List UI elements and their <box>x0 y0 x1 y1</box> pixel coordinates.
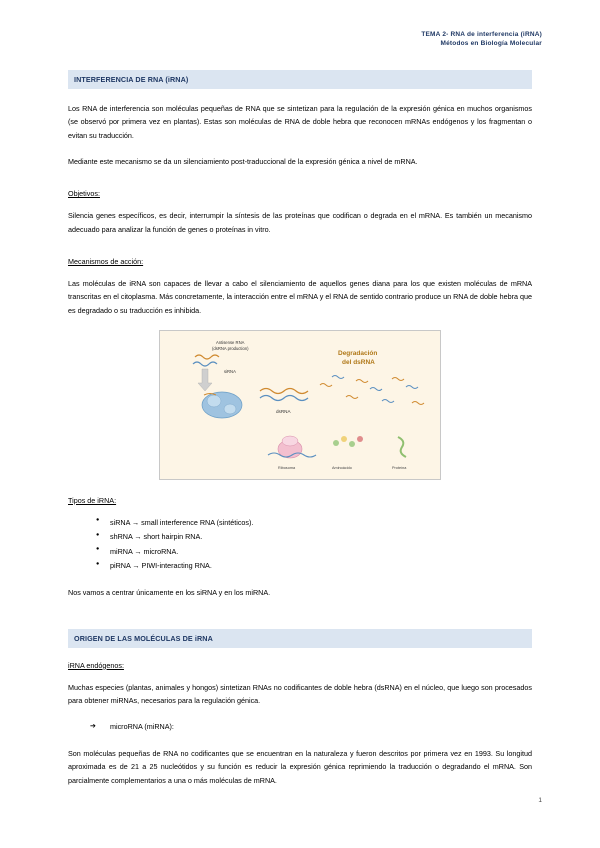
paragraph-endogenos: Muchas especies (plantas, animales y hongos) sintetizan RNAs no codificantes de doble hebra (dsRNA) en el núcleo, que luego son procesados para obtener miRNAs, necesarios para la regulación génica. <box>68 682 532 706</box>
document-body <box>68 70 532 800</box>
svg-text:Antisense RNA: Antisense RNA <box>216 339 245 345</box>
svg-text:Proteína: Proteína <box>392 465 407 470</box>
heading-endogenos: iRNA endógenos: <box>68 660 124 670</box>
header-line-2: Métodos en Biología Molecular <box>440 40 542 48</box>
paragraph-intro-2: Mediante este mecanismo se da un silenciamiento post-traduccional de la expresión génica a nivel de mRNA. <box>68 156 418 166</box>
paragraph-tipos-closing: Nos vamos a centrar únicamente en los siRNA y en los miRNA. <box>68 588 271 598</box>
arrow-item-microrna: ➔ microRNA (miRNA): <box>68 720 532 734</box>
header-line-1: TEMA 2- RNA de interferencia (iRNA) <box>421 31 542 38</box>
page-number: 1 <box>538 797 542 804</box>
paragraph-intro-1: Los RNA de interferencia son moléculas pequeñas de RNA que se sintetizan para la regulación de la expresión génica en muchos organismos (se observó por primera vez en plantas). Estas son moléculas de RNA de doble hebra que reconocen mRNAs endógenos y los fragmentan o evitan su traducción. <box>68 104 532 140</box>
list-item: ● miRNA → microRNA. <box>110 545 532 559</box>
heading-mecanismos: Mecanismos de acción: <box>68 256 144 266</box>
list-tipos-irna <box>68 516 532 574</box>
list-item: ● siRNA → small interference RNA (sintéticos). <box>110 516 532 530</box>
svg-text:Ribosoma: Ribosoma <box>278 465 296 470</box>
svg-text:Degradación: Degradación <box>338 349 378 357</box>
page-header <box>421 30 542 49</box>
section-title-origen: ORIGEN DE LAS MOLÉCULAS DE iRNA <box>68 629 532 648</box>
figure-irna-mechanism <box>68 330 532 480</box>
paragraph-mecanismos: Las moléculas de iRNA son capaces de llevar a cabo el silenciamiento de aquellos genes diana para los que existen moléculas de mRNA transcritas en el citoplasma. Más concretamente, la interacción entre el mRNA y el RNA de sentido contrario produce un RNA de doble hebra que es degradado o su traducción es inhibida. <box>68 278 532 315</box>
paragraph-objetivos: Silencia genes específicos, es decir, interrumpir la síntesis de las proteínas que codifican o degrada en el mRNA. Es también un mecanismo adecuado para analizar la función de genes o proteínas in vitro. <box>68 211 532 234</box>
list-item: ● shRNA → short hairpin RNA. <box>110 530 532 544</box>
list-item: ● piRNA → PIWI-interacting RNA. <box>110 559 532 573</box>
heading-tipos <box>68 496 532 505</box>
heading-objetivos: Objetivos: <box>68 189 100 199</box>
irna-mechanism-diagram <box>159 330 441 480</box>
svg-text:Aminoácido: Aminoácido <box>332 465 352 470</box>
svg-text:(dsRNA production): (dsRNA production) <box>212 345 249 351</box>
svg-text:dsRNA: dsRNA <box>276 408 291 414</box>
svg-text:del dsRNA: del dsRNA <box>342 358 375 366</box>
section-title-irna: INTERFERENCIA DE RNA (iRNA) <box>68 70 532 89</box>
paragraph-mirna: Son moléculas pequeñas de RNA no codificantes que se encuentran en la naturaleza y fueron descritos por primera vez en 1993. Su longitud aproximada es de 21 a 25 nucleótidos y su función es reducir la expresión génica reprimiendo la traducción o degradando el mRNA. Son parcialmente complementarios a una o más moléculas de mRNA. <box>68 749 532 785</box>
svg-text:siRNA: siRNA <box>224 368 236 374</box>
heading-tipos-label: Tipos de iRNA: <box>68 495 117 505</box>
